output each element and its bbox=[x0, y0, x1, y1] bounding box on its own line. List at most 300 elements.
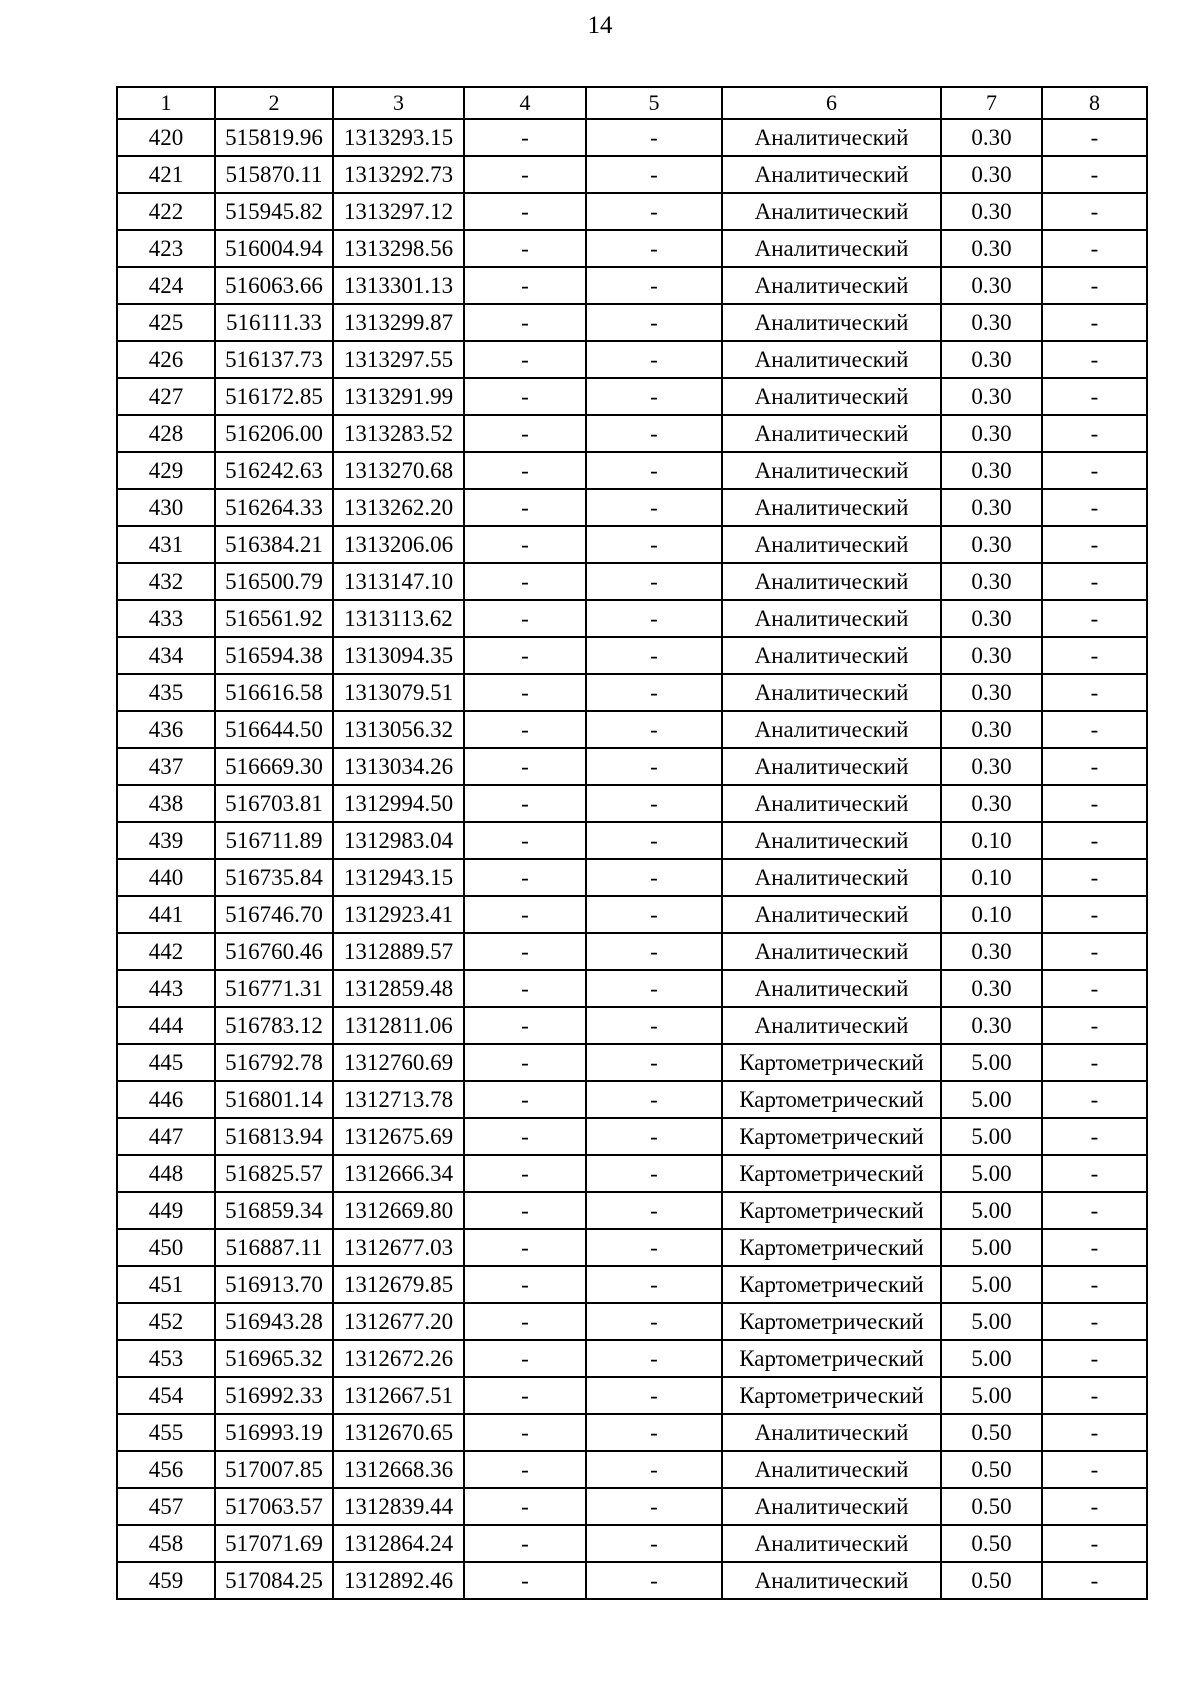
cell-point-number: 441 bbox=[117, 896, 215, 933]
table-row bbox=[117, 637, 1147, 674]
cell-col-4: - bbox=[464, 1081, 586, 1118]
cell-col-8: - bbox=[1042, 452, 1147, 489]
cell-y-coordinate: 1312994.50 bbox=[333, 785, 464, 822]
column-header-2: 2 bbox=[215, 87, 333, 119]
cell-col-8: - bbox=[1042, 785, 1147, 822]
table-row bbox=[117, 378, 1147, 415]
cell-point-number: 428 bbox=[117, 415, 215, 452]
cell-col-8: - bbox=[1042, 1525, 1147, 1562]
cell-point-number: 435 bbox=[117, 674, 215, 711]
cell-x-coordinate: 516913.70 bbox=[215, 1266, 333, 1303]
cell-x-coordinate: 516616.58 bbox=[215, 674, 333, 711]
cell-col-4: - bbox=[464, 1044, 586, 1081]
cell-x-coordinate: 516063.66 bbox=[215, 267, 333, 304]
cell-y-coordinate: 1313262.20 bbox=[333, 489, 464, 526]
cell-point-number: 425 bbox=[117, 304, 215, 341]
table-row bbox=[117, 674, 1147, 711]
cell-col-8: - bbox=[1042, 1303, 1147, 1340]
cell-col-5: - bbox=[586, 748, 722, 785]
cell-y-coordinate: 1313270.68 bbox=[333, 452, 464, 489]
cell-y-coordinate: 1312677.20 bbox=[333, 1303, 464, 1340]
cell-y-coordinate: 1313293.15 bbox=[333, 119, 464, 156]
cell-col-5: - bbox=[586, 1414, 722, 1451]
cell-point-number: 452 bbox=[117, 1303, 215, 1340]
cell-precision: 5.00 bbox=[941, 1377, 1042, 1414]
column-header-7: 7 bbox=[941, 87, 1042, 119]
cell-method: Аналитический bbox=[722, 267, 941, 304]
cell-point-number: 443 bbox=[117, 970, 215, 1007]
cell-col-4: - bbox=[464, 341, 586, 378]
cell-precision: 5.00 bbox=[941, 1118, 1042, 1155]
cell-method: Аналитический bbox=[722, 1488, 941, 1525]
cell-col-4: - bbox=[464, 711, 586, 748]
cell-point-number: 450 bbox=[117, 1229, 215, 1266]
cell-y-coordinate: 1312669.80 bbox=[333, 1192, 464, 1229]
cell-method: Аналитический bbox=[722, 748, 941, 785]
cell-col-8: - bbox=[1042, 267, 1147, 304]
cell-precision: 5.00 bbox=[941, 1266, 1042, 1303]
cell-x-coordinate: 516825.57 bbox=[215, 1155, 333, 1192]
cell-precision: 0.50 bbox=[941, 1562, 1042, 1599]
cell-col-8: - bbox=[1042, 748, 1147, 785]
cell-precision: 0.30 bbox=[941, 711, 1042, 748]
cell-y-coordinate: 1313292.73 bbox=[333, 156, 464, 193]
cell-precision: 0.10 bbox=[941, 859, 1042, 896]
cell-point-number: 426 bbox=[117, 341, 215, 378]
cell-x-coordinate: 516993.19 bbox=[215, 1414, 333, 1451]
cell-x-coordinate: 516384.21 bbox=[215, 526, 333, 563]
table-row bbox=[117, 896, 1147, 933]
cell-x-coordinate: 516760.46 bbox=[215, 933, 333, 970]
cell-col-4: - bbox=[464, 600, 586, 637]
cell-col-4: - bbox=[464, 896, 586, 933]
cell-point-number: 444 bbox=[117, 1007, 215, 1044]
cell-col-5: - bbox=[586, 1377, 722, 1414]
cell-precision: 0.30 bbox=[941, 600, 1042, 637]
table-row bbox=[117, 1303, 1147, 1340]
cell-y-coordinate: 1312677.03 bbox=[333, 1229, 464, 1266]
cell-col-8: - bbox=[1042, 1118, 1147, 1155]
cell-y-coordinate: 1312811.06 bbox=[333, 1007, 464, 1044]
cell-col-5: - bbox=[586, 378, 722, 415]
cell-col-4: - bbox=[464, 230, 586, 267]
cell-method: Аналитический bbox=[722, 378, 941, 415]
cell-col-4: - bbox=[464, 1414, 586, 1451]
table-row bbox=[117, 1451, 1147, 1488]
table-row bbox=[117, 711, 1147, 748]
table-row bbox=[117, 415, 1147, 452]
cell-col-5: - bbox=[586, 452, 722, 489]
cell-method: Аналитический bbox=[722, 193, 941, 230]
cell-method: Аналитический bbox=[722, 896, 941, 933]
cell-col-5: - bbox=[586, 1118, 722, 1155]
table-row bbox=[117, 933, 1147, 970]
table-row bbox=[117, 1192, 1147, 1229]
cell-point-number: 432 bbox=[117, 563, 215, 600]
cell-method: Аналитический bbox=[722, 1414, 941, 1451]
cell-precision: 0.30 bbox=[941, 230, 1042, 267]
cell-point-number: 420 bbox=[117, 119, 215, 156]
cell-method: Аналитический bbox=[722, 822, 941, 859]
cell-col-4: - bbox=[464, 304, 586, 341]
table-header bbox=[117, 87, 1147, 119]
cell-y-coordinate: 1313301.13 bbox=[333, 267, 464, 304]
cell-precision: 0.30 bbox=[941, 378, 1042, 415]
cell-x-coordinate: 516242.63 bbox=[215, 452, 333, 489]
cell-col-5: - bbox=[586, 1081, 722, 1118]
cell-method: Картометрический bbox=[722, 1044, 941, 1081]
cell-y-coordinate: 1312943.15 bbox=[333, 859, 464, 896]
cell-x-coordinate: 515870.11 bbox=[215, 156, 333, 193]
cell-x-coordinate: 516703.81 bbox=[215, 785, 333, 822]
cell-precision: 0.30 bbox=[941, 526, 1042, 563]
cell-col-5: - bbox=[586, 304, 722, 341]
cell-col-4: - bbox=[464, 1118, 586, 1155]
cell-col-5: - bbox=[586, 415, 722, 452]
cell-point-number: 446 bbox=[117, 1081, 215, 1118]
cell-col-4: - bbox=[464, 452, 586, 489]
cell-x-coordinate: 516783.12 bbox=[215, 1007, 333, 1044]
cell-col-8: - bbox=[1042, 711, 1147, 748]
cell-point-number: 424 bbox=[117, 267, 215, 304]
cell-method: Аналитический bbox=[722, 452, 941, 489]
table-row bbox=[117, 526, 1147, 563]
cell-col-8: - bbox=[1042, 637, 1147, 674]
table-row bbox=[117, 785, 1147, 822]
table-row bbox=[117, 1488, 1147, 1525]
cell-precision: 0.30 bbox=[941, 415, 1042, 452]
cell-method: Картометрический bbox=[722, 1266, 941, 1303]
cell-precision: 0.30 bbox=[941, 193, 1042, 230]
cell-precision: 0.30 bbox=[941, 637, 1042, 674]
table-row bbox=[117, 563, 1147, 600]
cell-method: Аналитический bbox=[722, 1007, 941, 1044]
cell-method: Аналитический bbox=[722, 230, 941, 267]
cell-method: Аналитический bbox=[722, 563, 941, 600]
cell-y-coordinate: 1313283.52 bbox=[333, 415, 464, 452]
table-row bbox=[117, 1229, 1147, 1266]
cell-x-coordinate: 517007.85 bbox=[215, 1451, 333, 1488]
cell-precision: 0.30 bbox=[941, 674, 1042, 711]
table-row bbox=[117, 156, 1147, 193]
cell-point-number: 439 bbox=[117, 822, 215, 859]
cell-point-number: 458 bbox=[117, 1525, 215, 1562]
cell-col-8: - bbox=[1042, 970, 1147, 1007]
cell-col-5: - bbox=[586, 896, 722, 933]
cell-x-coordinate: 516887.11 bbox=[215, 1229, 333, 1266]
cell-precision: 0.30 bbox=[941, 304, 1042, 341]
cell-col-5: - bbox=[586, 785, 722, 822]
cell-col-5: - bbox=[586, 822, 722, 859]
cell-col-8: - bbox=[1042, 1562, 1147, 1599]
cell-y-coordinate: 1313056.32 bbox=[333, 711, 464, 748]
cell-x-coordinate: 517084.25 bbox=[215, 1562, 333, 1599]
cell-x-coordinate: 517071.69 bbox=[215, 1525, 333, 1562]
cell-col-4: - bbox=[464, 378, 586, 415]
cell-method: Картометрический bbox=[722, 1229, 941, 1266]
cell-col-8: - bbox=[1042, 1229, 1147, 1266]
table-row bbox=[117, 230, 1147, 267]
cell-y-coordinate: 1312666.34 bbox=[333, 1155, 464, 1192]
table-row bbox=[117, 1525, 1147, 1562]
cell-point-number: 440 bbox=[117, 859, 215, 896]
cell-x-coordinate: 516771.31 bbox=[215, 970, 333, 1007]
cell-y-coordinate: 1313094.35 bbox=[333, 637, 464, 674]
cell-x-coordinate: 516859.34 bbox=[215, 1192, 333, 1229]
table-row bbox=[117, 452, 1147, 489]
cell-method: Аналитический bbox=[722, 341, 941, 378]
cell-method: Аналитический bbox=[722, 933, 941, 970]
cell-point-number: 453 bbox=[117, 1340, 215, 1377]
cell-x-coordinate: 516801.14 bbox=[215, 1081, 333, 1118]
cell-precision: 5.00 bbox=[941, 1303, 1042, 1340]
cell-col-4: - bbox=[464, 193, 586, 230]
cell-y-coordinate: 1312889.57 bbox=[333, 933, 464, 970]
cell-precision: 0.30 bbox=[941, 267, 1042, 304]
cell-method: Картометрический bbox=[722, 1377, 941, 1414]
column-header-6: 6 bbox=[722, 87, 941, 119]
cell-y-coordinate: 1313113.62 bbox=[333, 600, 464, 637]
cell-x-coordinate: 516792.78 bbox=[215, 1044, 333, 1081]
cell-x-coordinate: 516004.94 bbox=[215, 230, 333, 267]
cell-method: Картометрический bbox=[722, 1340, 941, 1377]
cell-col-4: - bbox=[464, 489, 586, 526]
cell-y-coordinate: 1313034.26 bbox=[333, 748, 464, 785]
cell-point-number: 449 bbox=[117, 1192, 215, 1229]
cell-method: Аналитический bbox=[722, 859, 941, 896]
cell-point-number: 429 bbox=[117, 452, 215, 489]
cell-y-coordinate: 1312892.46 bbox=[333, 1562, 464, 1599]
cell-precision: 5.00 bbox=[941, 1044, 1042, 1081]
cell-col-4: - bbox=[464, 563, 586, 600]
cell-col-4: - bbox=[464, 1155, 586, 1192]
cell-col-5: - bbox=[586, 600, 722, 637]
cell-col-8: - bbox=[1042, 489, 1147, 526]
cell-col-5: - bbox=[586, 341, 722, 378]
cell-col-5: - bbox=[586, 1229, 722, 1266]
cell-x-coordinate: 515945.82 bbox=[215, 193, 333, 230]
cell-point-number: 445 bbox=[117, 1044, 215, 1081]
cell-col-8: - bbox=[1042, 859, 1147, 896]
cell-precision: 0.30 bbox=[941, 156, 1042, 193]
cell-col-8: - bbox=[1042, 1192, 1147, 1229]
cell-col-4: - bbox=[464, 119, 586, 156]
cell-precision: 0.50 bbox=[941, 1414, 1042, 1451]
cell-point-number: 447 bbox=[117, 1118, 215, 1155]
cell-x-coordinate: 516669.30 bbox=[215, 748, 333, 785]
cell-precision: 0.30 bbox=[941, 341, 1042, 378]
cell-y-coordinate: 1312839.44 bbox=[333, 1488, 464, 1525]
cell-col-8: - bbox=[1042, 378, 1147, 415]
cell-col-4: - bbox=[464, 748, 586, 785]
cell-y-coordinate: 1313147.10 bbox=[333, 563, 464, 600]
cell-col-8: - bbox=[1042, 193, 1147, 230]
table-row bbox=[117, 304, 1147, 341]
cell-col-5: - bbox=[586, 674, 722, 711]
cell-col-5: - bbox=[586, 489, 722, 526]
cell-col-8: - bbox=[1042, 822, 1147, 859]
cell-x-coordinate: 515819.96 bbox=[215, 119, 333, 156]
cell-col-5: - bbox=[586, 1044, 722, 1081]
cell-col-5: - bbox=[586, 267, 722, 304]
cell-col-5: - bbox=[586, 1340, 722, 1377]
cell-point-number: 438 bbox=[117, 785, 215, 822]
cell-col-5: - bbox=[586, 563, 722, 600]
cell-y-coordinate: 1312713.78 bbox=[333, 1081, 464, 1118]
cell-point-number: 459 bbox=[117, 1562, 215, 1599]
cell-precision: 0.50 bbox=[941, 1451, 1042, 1488]
cell-col-4: - bbox=[464, 1525, 586, 1562]
cell-col-4: - bbox=[464, 785, 586, 822]
cell-col-4: - bbox=[464, 1266, 586, 1303]
cell-precision: 5.00 bbox=[941, 1229, 1042, 1266]
cell-col-5: - bbox=[586, 156, 722, 193]
cell-x-coordinate: 516735.84 bbox=[215, 859, 333, 896]
cell-col-8: - bbox=[1042, 156, 1147, 193]
cell-method: Аналитический bbox=[722, 785, 941, 822]
table-row bbox=[117, 1155, 1147, 1192]
cell-col-5: - bbox=[586, 970, 722, 1007]
cell-point-number: 448 bbox=[117, 1155, 215, 1192]
cell-col-8: - bbox=[1042, 600, 1147, 637]
table-row bbox=[117, 1377, 1147, 1414]
cell-x-coordinate: 516206.00 bbox=[215, 415, 333, 452]
cell-precision: 5.00 bbox=[941, 1081, 1042, 1118]
cell-col-4: - bbox=[464, 1229, 586, 1266]
cell-col-4: - bbox=[464, 674, 586, 711]
cell-col-5: - bbox=[586, 1007, 722, 1044]
cell-col-5: - bbox=[586, 1525, 722, 1562]
cell-x-coordinate: 516137.73 bbox=[215, 341, 333, 378]
cell-col-4: - bbox=[464, 267, 586, 304]
cell-point-number: 421 bbox=[117, 156, 215, 193]
table-row bbox=[117, 822, 1147, 859]
cell-x-coordinate: 516561.92 bbox=[215, 600, 333, 637]
cell-x-coordinate: 516965.32 bbox=[215, 1340, 333, 1377]
cell-y-coordinate: 1312668.36 bbox=[333, 1451, 464, 1488]
page-number: 14 bbox=[587, 12, 613, 39]
cell-precision: 0.10 bbox=[941, 896, 1042, 933]
table-row bbox=[117, 1118, 1147, 1155]
cell-point-number: 456 bbox=[117, 1451, 215, 1488]
cell-col-8: - bbox=[1042, 1044, 1147, 1081]
cell-method: Аналитический bbox=[722, 970, 941, 1007]
table-row bbox=[117, 970, 1147, 1007]
cell-y-coordinate: 1313297.55 bbox=[333, 341, 464, 378]
table-row bbox=[117, 193, 1147, 230]
cell-precision: 0.30 bbox=[941, 748, 1042, 785]
cell-col-4: - bbox=[464, 1377, 586, 1414]
column-header-4: 4 bbox=[464, 87, 586, 119]
cell-method: Аналитический bbox=[722, 600, 941, 637]
cell-col-4: - bbox=[464, 1488, 586, 1525]
cell-col-4: - bbox=[464, 859, 586, 896]
cell-method: Аналитический bbox=[722, 119, 941, 156]
cell-precision: 0.30 bbox=[941, 119, 1042, 156]
cell-col-4: - bbox=[464, 637, 586, 674]
cell-col-8: - bbox=[1042, 1377, 1147, 1414]
cell-col-4: - bbox=[464, 1303, 586, 1340]
cell-precision: 0.50 bbox=[941, 1525, 1042, 1562]
table-row bbox=[117, 1414, 1147, 1451]
cell-y-coordinate: 1313291.99 bbox=[333, 378, 464, 415]
cell-point-number: 431 bbox=[117, 526, 215, 563]
cell-col-5: - bbox=[586, 711, 722, 748]
cell-precision: 0.50 bbox=[941, 1488, 1042, 1525]
cell-col-5: - bbox=[586, 1303, 722, 1340]
cell-point-number: 433 bbox=[117, 600, 215, 637]
table-row bbox=[117, 859, 1147, 896]
cell-col-8: - bbox=[1042, 896, 1147, 933]
cell-col-5: - bbox=[586, 1451, 722, 1488]
cell-x-coordinate: 516992.33 bbox=[215, 1377, 333, 1414]
cell-x-coordinate: 517063.57 bbox=[215, 1488, 333, 1525]
cell-precision: 0.30 bbox=[941, 933, 1042, 970]
table-row bbox=[117, 1007, 1147, 1044]
cell-col-4: - bbox=[464, 1562, 586, 1599]
cell-y-coordinate: 1312859.48 bbox=[333, 970, 464, 1007]
table-row bbox=[117, 341, 1147, 378]
cell-col-5: - bbox=[586, 1562, 722, 1599]
cell-col-5: - bbox=[586, 119, 722, 156]
cell-x-coordinate: 516644.50 bbox=[215, 711, 333, 748]
cell-col-4: - bbox=[464, 156, 586, 193]
cell-y-coordinate: 1313079.51 bbox=[333, 674, 464, 711]
cell-col-5: - bbox=[586, 1266, 722, 1303]
cell-y-coordinate: 1312675.69 bbox=[333, 1118, 464, 1155]
cell-method: Картометрический bbox=[722, 1081, 941, 1118]
cell-col-8: - bbox=[1042, 933, 1147, 970]
cell-point-number: 454 bbox=[117, 1377, 215, 1414]
table-row bbox=[117, 1081, 1147, 1118]
table-row bbox=[117, 748, 1147, 785]
cell-y-coordinate: 1312670.65 bbox=[333, 1414, 464, 1451]
cell-point-number: 427 bbox=[117, 378, 215, 415]
cell-y-coordinate: 1312672.26 bbox=[333, 1340, 464, 1377]
cell-point-number: 442 bbox=[117, 933, 215, 970]
cell-col-4: - bbox=[464, 1451, 586, 1488]
cell-x-coordinate: 516264.33 bbox=[215, 489, 333, 526]
cell-method: Аналитический bbox=[722, 711, 941, 748]
cell-precision: 0.30 bbox=[941, 563, 1042, 600]
cell-y-coordinate: 1312983.04 bbox=[333, 822, 464, 859]
table-row bbox=[117, 1266, 1147, 1303]
table-row bbox=[117, 600, 1147, 637]
cell-y-coordinate: 1312923.41 bbox=[333, 896, 464, 933]
cell-col-8: - bbox=[1042, 563, 1147, 600]
cell-col-8: - bbox=[1042, 1155, 1147, 1192]
cell-x-coordinate: 516943.28 bbox=[215, 1303, 333, 1340]
cell-col-8: - bbox=[1042, 230, 1147, 267]
cell-method: Картометрический bbox=[722, 1118, 941, 1155]
table-body bbox=[117, 119, 1147, 1599]
cell-method: Аналитический bbox=[722, 637, 941, 674]
header-row bbox=[117, 87, 1147, 119]
cell-y-coordinate: 1312679.85 bbox=[333, 1266, 464, 1303]
cell-method: Аналитический bbox=[722, 1451, 941, 1488]
cell-precision: 0.10 bbox=[941, 822, 1042, 859]
cell-x-coordinate: 516711.89 bbox=[215, 822, 333, 859]
cell-point-number: 437 bbox=[117, 748, 215, 785]
cell-col-5: - bbox=[586, 193, 722, 230]
table-row bbox=[117, 1562, 1147, 1599]
cell-col-4: - bbox=[464, 822, 586, 859]
cell-col-4: - bbox=[464, 1192, 586, 1229]
cell-y-coordinate: 1313298.56 bbox=[333, 230, 464, 267]
cell-precision: 0.30 bbox=[941, 785, 1042, 822]
column-header-8: 8 bbox=[1042, 87, 1147, 119]
cell-method: Аналитический bbox=[722, 304, 941, 341]
